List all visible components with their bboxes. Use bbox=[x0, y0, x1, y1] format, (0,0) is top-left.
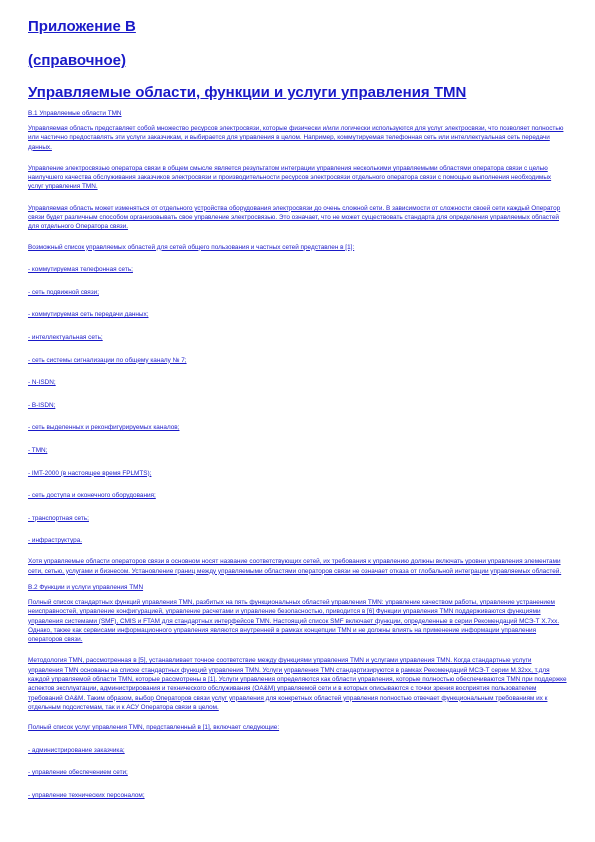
list-item[interactable]: - B-ISDN; bbox=[28, 401, 56, 409]
paragraph-5[interactable]: Полный список стандартных функций управления TMN, разбитых на пять функциональных областей управления TMN: управление качеством работы, управление устранением неисправностей, управление конфигурацией, управление расчетами и управление безопасностью, приводится в [6] Функции управления TMN поддерживаются функциями управления системами (SMF), CMIS и FTAM для стандартных интерфейсов TMN. Настоящий список SMF включает функции, определенные в серии Рекомендаций МСЭ-Т Х.7хх. Однако, также как сервисами информационного управления являются внутренней в рамках концепции TMN и не должны влиять на применение информации управления операторов связи. bbox=[28, 598, 560, 644]
list-item[interactable]: - коммутируемая сеть передачи данных; bbox=[28, 311, 149, 319]
list-item[interactable]: - TMN; bbox=[28, 447, 48, 455]
paragraph-4[interactable]: Хотя управляемые области операторов связи в основном носят название соответствующих сетей, их требования к управлению должны включать уровни управления элементами сети, сетью, услугами и бизнесом. Установление границ между управляемыми областями операторов связи не означает отказа от глобальной интеграции управляемых областей. bbox=[28, 558, 562, 575]
appendix-title[interactable]: Приложение В bbox=[28, 18, 136, 35]
list-item[interactable]: - сеть выделенных и реконфигурируемых каналов; bbox=[28, 424, 180, 432]
appendix-heading[interactable]: Управляемые области, функции и услуги управления TMN bbox=[28, 84, 467, 101]
list-item[interactable]: - транспортная сеть; bbox=[28, 514, 89, 522]
paragraph-3[interactable]: Управляемая область может изменяться от отдельного устройства оборудования электросвязи до очень сложной сети. В зависимости от сложности своей сети каждый Оператор связи будет различным способом организовывать свое управление электросвязью. Это означает, что не может существовать стандарта для определения управляемых областей для отдельного Оператора связи. bbox=[28, 204, 561, 231]
services-list-intro[interactable]: Полный список услуг управления TMN, представленный в [1], включает следующие: bbox=[28, 724, 280, 732]
services-list bbox=[28, 747, 568, 800]
paragraph-6[interactable]: Методология TMN, рассмотренная в [5], устанавливает точное соответствие между функциями управления TMN и услугами управления TMN. Когда стандартные услуги управления TMN основаны на списке стандартных функций управления TMN. Услуги управления TMN стандартизируются в рамках Рекомендаций МСЭ-Т серии М.32хх, т.для каждой управляемой области TMN, которые рассмотрены в [1]. Услуги управления определяются как области управления, которые полностью обеспечиваются TMN при поддержке аспектов эксплуатации, администрирования и технического обслуживания (OA&M) управляемой сети и в которых описываются с точки зрения восприятия пользователем требований OA&M. Таким образом, выбор Операторов связи услуг управления для конкретных областей управления полностью отвечает функциональным требованиям их к отдельным подсистемам, так и к АСУ Оператора связи в целом. bbox=[28, 657, 567, 711]
section-1-title[interactable]: В.1 Управляемые области TMN bbox=[28, 110, 122, 117]
list-item[interactable]: - коммутируемая телефонная сеть; bbox=[28, 266, 133, 274]
list-item[interactable]: - управление обеспечением сети; bbox=[28, 769, 128, 777]
document-page bbox=[28, 18, 568, 800]
list-item[interactable]: - N-ISDN; bbox=[28, 379, 56, 387]
list-item[interactable]: - администрирование заказчика; bbox=[28, 746, 125, 754]
list-item[interactable]: - сеть доступа и оконечного оборудования; bbox=[28, 492, 156, 500]
list-item[interactable]: - сеть системы сигнализации по общему каналу № 7; bbox=[28, 356, 187, 364]
paragraph-2[interactable]: Управление электросвязью оператора связи в общем смысле является результатом интеграции управления несколькими управляемыми областями оператора связи с целью наилучшего качества обслуживания заказчиков электросвязи и производительности ресурсов электросвязи отдельного оператора связи с помощью выполнения необходимых услуг управления TMN. bbox=[28, 164, 552, 191]
list-item[interactable]: - интеллектуальная сеть; bbox=[28, 334, 103, 342]
list-item[interactable]: - сеть подвижной связи; bbox=[28, 288, 99, 296]
list-item[interactable]: - управление технических персоналом; bbox=[28, 792, 145, 800]
section-2-title[interactable]: В.2 Функции и услуги управления TMN bbox=[28, 583, 144, 591]
list-item[interactable]: - инфраструктура. bbox=[28, 537, 83, 545]
list-item[interactable]: - IMT-2000 (в настоящее время FPLMTS); bbox=[28, 469, 152, 477]
domains-list-intro[interactable]: Возможный список управляемых областей для сетей общего пользования и частных сетей представлен в [1]: bbox=[28, 243, 355, 251]
paragraph-1[interactable]: Управляемая область представляет собой множество ресурсов электросвязи, которые физически и/или логически используются для услуг электросвязи, что позволяет полностью или частично предоставлять эти услуги заказчикам, и выбирается для управления в целом. Например, коммутируемая телефонная сеть или интеллектуальная сеть передачи данных. bbox=[28, 125, 564, 151]
domains-list bbox=[28, 266, 568, 545]
appendix-subtitle[interactable]: (справочное) bbox=[28, 52, 126, 69]
